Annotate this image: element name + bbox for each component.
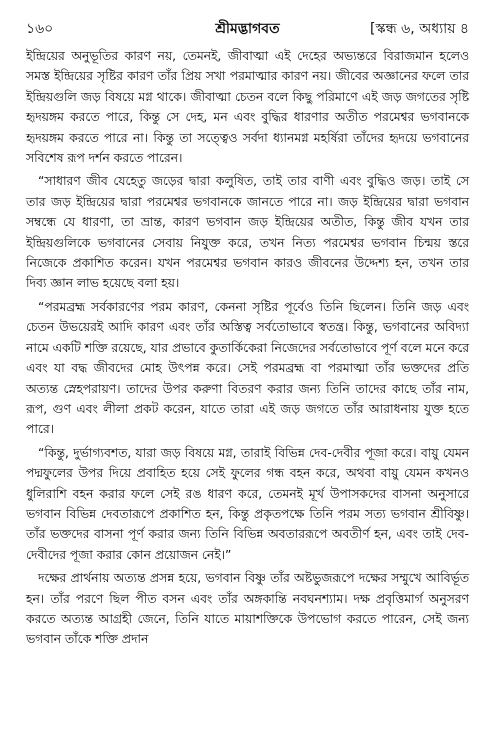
page-header	[26, 14, 469, 44]
page-body	[26, 46, 469, 650]
book-title: শ্রীমদ্ভাগবত	[215, 21, 280, 37]
paragraph: “কিন্তু, দুর্ভাগ্যবশত, যারা জড় বিষয়ে মগ্ন, তারাই বিভিন্ন দেব-দেবীর পূজা করে। বায়ু যেমন পদ্মফুলের উপর দিয়ে প্রবাহিত হয়ে সেই ফুলের গন্ধ বহন করে, অথবা বায়ু যেমন কখনও ধুলিরাশি বহন করার ফলে সেই রঙ ধারণ করে, তেমনই মূর্খ উপাসকদের বাসনা অনুসারে ভগবান বিভিন্ন দেবতারূপে প্রকাশিত হন, কিন্তু প্রকৃতপক্ষে তিনি পরম সত্য ভগবান শ্রীবিষ্ণু। তাঁর ভক্তদের বাসনা পূর্ণ করার জন্য তিনি বিভিন্ন অবতাররূপে অবতীর্ণ হন, এবং তাই দেব-দেবীদের পূজা করার কোন প্রয়োজন নেই।”	[26, 445, 469, 562]
section-reference: [স্কন্ধ ৬, অধ্যায় ৪	[370, 21, 469, 37]
paragraph: দক্ষের প্রার্থনায় অত্যন্ত প্রসন্ন হয়ে, ভগবান বিষ্ণু তাঁর অষ্টভুজরূপে দক্ষের সম্মুখে আবির্ভূত হন। তাঁর পরণে ছিল পীত বসন এবং তাঁর অঙ্গকান্তি নবঘনশ্যাম। দক্ষ প্রবৃত্তিমার্গ অনুসরণ করতে অত্যন্ত আগ্রহী জেনে, তিনি যাতে মায়াশক্তিকে উপভোগ করতে পারেন, সেই জন্য ভগবান তাঁকে শক্তি প্রদান	[26, 571, 469, 647]
paragraph: ইন্দ্রিয়ের অনুভূতির কারণ নয়, তেমনই, জীবাত্মা এই দেহের অভ্যন্তরে বিরাজমান হলেও সমস্ত ইন্দ্রিয়ের সৃষ্টির কারণ তাঁর প্রিয় সখা পরমাত্মার কারণ নয়। জীবের অজ্ঞানের ফলে তার ইন্দ্রিয়গুলি জড় বিষয়ে মগ্ন থাকে। জীবাত্মা চেতন বলে কিছু পরিমাণে এই জড় জগতের সৃষ্টি হৃদয়ঙ্গম করতে পারে, কিন্তু সে দেহ, মন এবং বুদ্ধির ধারণার অতীত পরমেশ্বর ভগবানকে হৃদয়ঙ্গম করতে পারে না। কিন্তু তা সত্ত্বেও সর্বদা ধ্যানমগ্ন মহর্ষিরা তাঁদের হৃদয়ে ভগবানের সবিশেষ রূপ দর্শন করতে পারেন।	[26, 49, 469, 166]
paragraph: “সাধারণ জীব যেহেতু জড়ের দ্বারা কলুষিত, তাই তার বাণী এবং বুদ্ধিও জড়। তাই সে তার জড় ইন্দ্রিয়ের দ্বারা পরমেশ্বর ভগবানকে জানতে পারে না। জড় ইন্দ্রিয়ের দ্বারা ভগবান সম্বন্ধে যে ধারণা, তা ভ্রান্ত, কারণ ভগবান জড় ইন্দ্রিয়ের অতীত, কিন্তু জীব যখন তার ইন্দ্রিয়গুলিকে ভগবানের সেবায় নিযুক্ত করে, তখন নিত্য পরমেশ্বর ভগবান চিন্ময় স্তরে নিজেকে প্রকাশিত করেন। যখন পরমেশ্বর ভগবান কারও জীবনের উদ্দেশ্য হন, তখন তার দিব্য জ্ঞান লাভ হয়েছে বলা হয়।	[26, 174, 469, 291]
document-page	[0, 14, 491, 729]
page-number: ১৬০	[26, 21, 54, 37]
paragraph: “পরমব্রহ্ম সর্বকারণের পরম কারণ, কেননা সৃষ্টির পূর্বেও তিনি ছিলেন। তিনি জড় এবং চেতন উভয়েরই আদি কারণ এবং তাঁর অস্তিত্ব সর্বতোভাবে স্বতন্ত্র। কিন্তু, ভগবানের অবিদ্যা নামে একটি শক্তি রয়েছে, যার প্রভাবে কুতার্কিকেরা নিজেদের সর্বতোভাবে পূর্ণ বলে মনে করে এবং যা বদ্ধ জীবদের মোহ উৎপন্ন করে। সেই পরমব্রহ্ম বা পরমাত্মা তাঁর ভক্তদের প্রতি অত্যন্ত স্নেহপরায়ণ। তাদের উপর করুণা বিতরণ করার জন্য তিনি তাদের কাছে তাঁর নাম, রূপ, গুণ এবং লীলা প্রকট করেন, যাতে তারা এই জড় জগতে তাঁর আরাধনায় যুক্ত হতে পারে।	[26, 299, 469, 437]
